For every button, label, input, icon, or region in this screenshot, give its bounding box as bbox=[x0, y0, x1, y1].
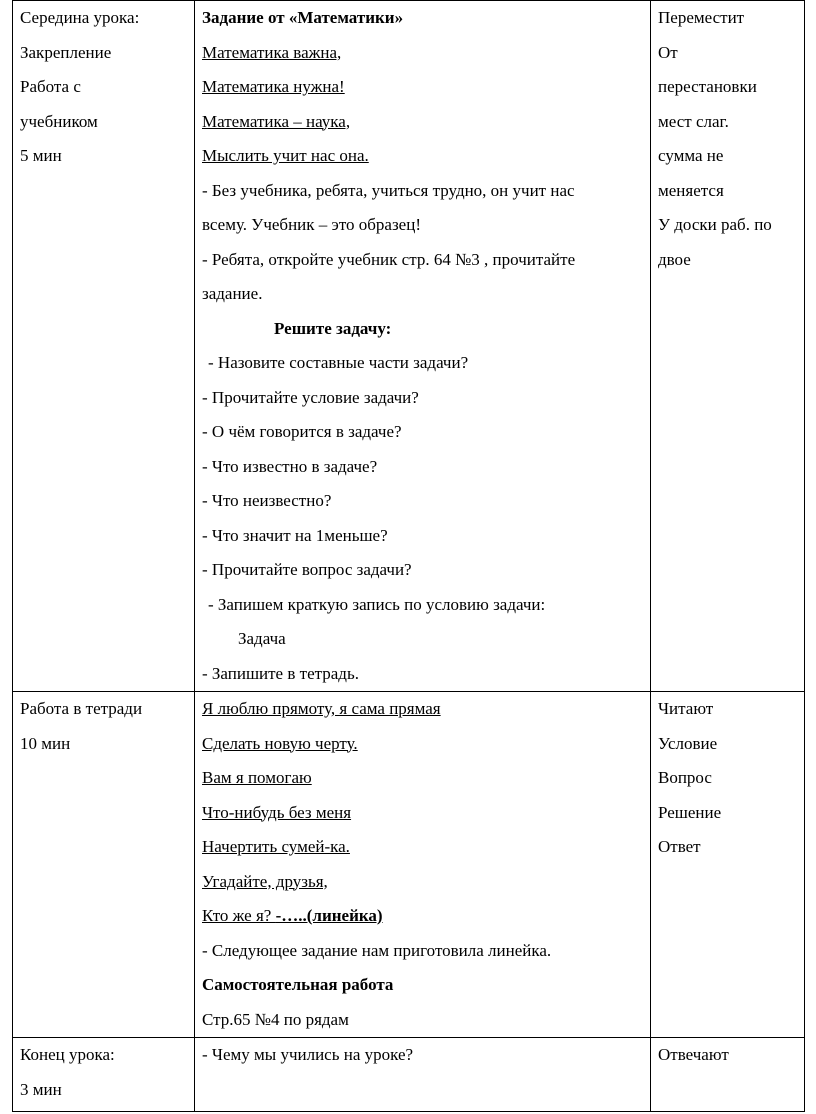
text-run: Я люблю прямоту, я сама прямая bbox=[202, 699, 441, 718]
text-line bbox=[202, 450, 650, 485]
text-line: 3 мин bbox=[20, 1079, 62, 1099]
text-line bbox=[202, 657, 650, 692]
text-run: - Запишем краткую запись по условию задачи: bbox=[208, 594, 546, 614]
text-run: - Что известно в задаче? bbox=[202, 456, 378, 476]
text-run: всему. Учебник – это образец! bbox=[202, 215, 421, 234]
text-line bbox=[202, 899, 650, 934]
text-line: Условие bbox=[658, 733, 718, 753]
text-line: Работа с bbox=[20, 77, 81, 96]
text-run: - Ребята, откройте учебник стр. 64 №3 , прочитайте bbox=[202, 249, 576, 269]
text-line bbox=[202, 519, 650, 554]
text-run: Математика нужна! bbox=[202, 77, 345, 96]
text-line: перестановки bbox=[658, 77, 757, 96]
text-line bbox=[202, 761, 650, 796]
text-line bbox=[202, 1038, 650, 1073]
content-cell bbox=[195, 692, 651, 1038]
text-line: Закрепление bbox=[20, 42, 112, 62]
text-line bbox=[202, 1, 650, 36]
text-line bbox=[202, 415, 650, 450]
text-run: Математика – наука, bbox=[202, 111, 351, 131]
text-line bbox=[202, 208, 650, 243]
text-run: Сделать новую черту. bbox=[202, 733, 358, 753]
text-line bbox=[202, 277, 650, 312]
activity-cell bbox=[651, 692, 805, 1038]
text-run: - Назовите составные части задачи? bbox=[208, 353, 469, 372]
text-line: 10 мин bbox=[20, 733, 71, 753]
text-run: Задача bbox=[238, 629, 286, 648]
text-line: учебником bbox=[20, 111, 98, 131]
text-line bbox=[202, 588, 650, 623]
text-run: Решите задачу: bbox=[274, 318, 392, 338]
stage-cell bbox=[13, 1038, 195, 1112]
activity-cell bbox=[651, 1038, 805, 1112]
text-run: - Что значит на 1меньше? bbox=[202, 525, 388, 545]
lesson-plan-table bbox=[12, 0, 805, 1112]
text-line: Вопрос bbox=[658, 768, 712, 787]
answer-text: -…..(линейка) bbox=[275, 906, 383, 925]
text-line bbox=[202, 692, 650, 727]
text-run: - Без учебника, ребята, учиться трудно, он учит нас bbox=[202, 180, 575, 200]
text-line: Середина урока: bbox=[20, 8, 140, 27]
text-run: Угадайте, друзья, bbox=[202, 871, 328, 891]
text-line bbox=[202, 105, 650, 140]
text-line bbox=[202, 484, 650, 519]
content-cell bbox=[195, 1038, 651, 1112]
text-line bbox=[202, 865, 650, 900]
text-line bbox=[202, 381, 650, 416]
text-run: - Что неизвестно? bbox=[202, 491, 332, 510]
text-run: Мыслить учит нас она. bbox=[202, 146, 369, 165]
text-run: Задание от «Математики» bbox=[202, 8, 404, 27]
text-line: Решение bbox=[658, 802, 722, 822]
text-line bbox=[202, 346, 650, 381]
table-row-end bbox=[13, 1038, 805, 1112]
text-line: Работа в тетради bbox=[20, 699, 143, 718]
text-line bbox=[202, 139, 650, 174]
text-line bbox=[202, 622, 650, 657]
text-run: - О чём говорится в задаче? bbox=[202, 422, 402, 441]
text-line bbox=[202, 36, 650, 71]
text-line bbox=[202, 312, 650, 347]
text-line: У доски раб. по bbox=[658, 215, 772, 234]
text-line: От bbox=[658, 42, 678, 62]
text-line: мест слаг. bbox=[658, 111, 729, 131]
text-line: сумма не bbox=[658, 146, 724, 165]
text-run: задание. bbox=[202, 284, 263, 303]
text-line bbox=[202, 553, 650, 588]
text-run: - Чему мы учились на уроке? bbox=[202, 1045, 414, 1064]
text-run: - Следующее задание нам приготовила линейка. bbox=[202, 940, 552, 960]
text-run: Математика важна, bbox=[202, 42, 342, 62]
text-line bbox=[202, 934, 650, 969]
text-line: Переместит bbox=[658, 8, 745, 27]
text-run: - Прочитайте вопрос задачи? bbox=[202, 560, 412, 579]
text-run: Вам я помогаю bbox=[202, 768, 312, 787]
text-line: Отвечают bbox=[658, 1045, 729, 1064]
text-run: Стр.65 №4 по рядам bbox=[202, 1009, 349, 1029]
table-row-middle bbox=[13, 1, 805, 692]
table-row-notebook bbox=[13, 692, 805, 1038]
text-line: Ответ bbox=[658, 837, 701, 856]
text-line bbox=[202, 70, 650, 105]
text-run: - Прочитайте условие задачи? bbox=[202, 387, 419, 407]
content-cell bbox=[195, 1, 651, 692]
text-line: Читают bbox=[658, 699, 714, 718]
text-line: двое bbox=[658, 249, 691, 269]
text-line: Конец урока: bbox=[20, 1045, 115, 1064]
text-line bbox=[202, 830, 650, 865]
text-run: Начертить сумей-ка. bbox=[202, 837, 350, 856]
text-line bbox=[202, 174, 650, 209]
text-run: Что-нибудь без меня bbox=[202, 802, 352, 822]
activity-cell bbox=[651, 1, 805, 692]
text-line bbox=[202, 243, 650, 278]
text-line: меняется bbox=[658, 180, 724, 200]
text-line bbox=[202, 968, 650, 1003]
text-run: Кто же я? bbox=[202, 906, 276, 925]
text-line bbox=[202, 796, 650, 831]
text-run: - Запишите в тетрадь. bbox=[202, 663, 359, 683]
text-line bbox=[202, 727, 650, 762]
text-run: Самостоятельная работа bbox=[202, 975, 394, 994]
stage-cell bbox=[13, 692, 195, 1038]
stage-cell bbox=[13, 1, 195, 692]
text-line: 5 мин bbox=[20, 146, 62, 165]
text-line bbox=[202, 1003, 650, 1038]
